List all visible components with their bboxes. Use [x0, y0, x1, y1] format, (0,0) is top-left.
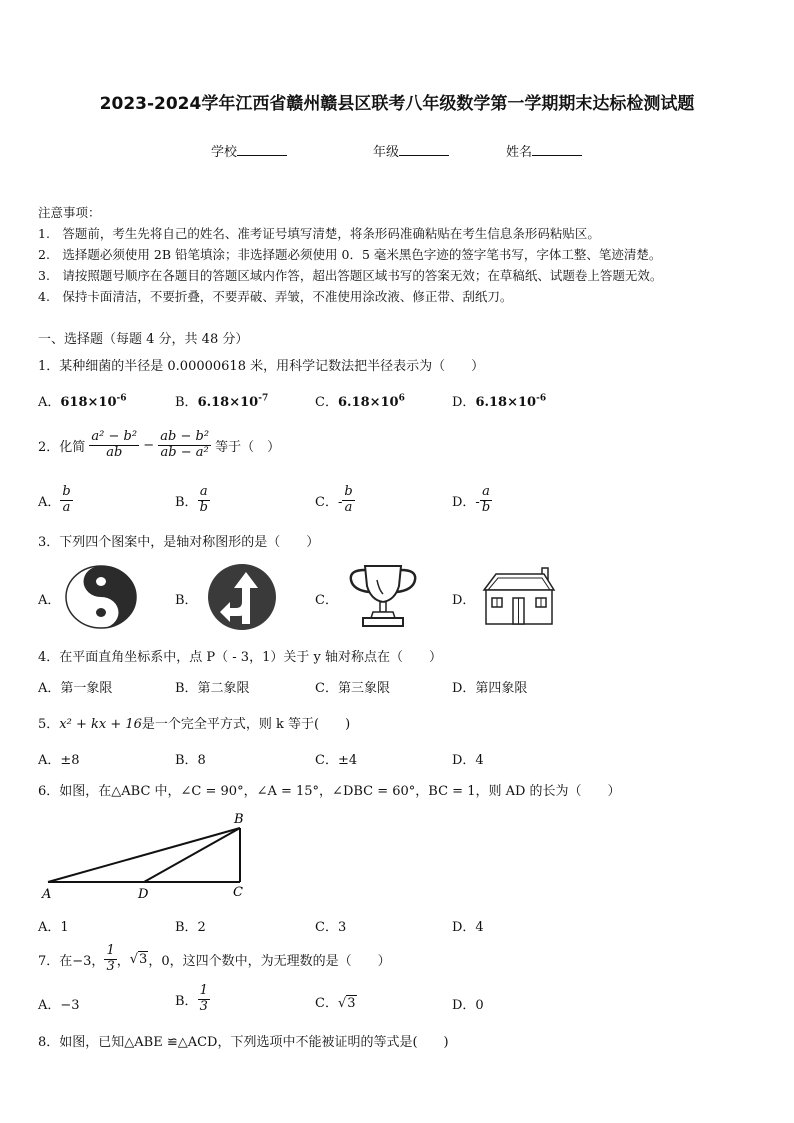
notice-heading: 注意事项：	[38, 205, 101, 220]
q7-option-d[interactable]: D．0	[452, 998, 484, 1013]
question-6-stem: 6．如图，在△ABC 中，∠C = 90°，∠A = 15°，∠DBC = 60°，BC = 1，则 AD 的长为（ ）	[38, 784, 621, 799]
q3-option-a[interactable]: A．	[38, 593, 61, 608]
q5-option-c[interactable]: C．±4	[315, 753, 358, 768]
q5-option-d[interactable]: D．4	[452, 753, 484, 768]
question-3-stem: 3．下列四个图案中，是轴对称图形的是（ ）	[38, 535, 320, 550]
q4-option-c[interactable]: C．第三象限	[315, 681, 390, 696]
q4-option-d[interactable]: D．第四象限	[452, 681, 528, 696]
question-7-stem: 7．在−3， $\frac{1}{3}$ ，√3，0，这四个数中，为无理数的是（ ）	[38, 943, 391, 974]
question-5-stem: 5．x² + kx + 16是一个完全平方式，则 k 等于( )	[38, 717, 351, 732]
school-label: 学校	[211, 145, 238, 160]
q3-option-d[interactable]: D．	[452, 593, 476, 608]
q2-option-a[interactable]: A． $\frac{b}{a}$	[38, 484, 71, 515]
q1-option-d[interactable]: D．$6.18\times 10^{-6}$	[452, 393, 547, 410]
name-label: 姓名	[506, 145, 533, 160]
q6-option-b[interactable]: B．2	[175, 920, 206, 935]
q1-option-a[interactable]: A．$618\times 10^{-6}$	[38, 393, 127, 410]
q1-option-b[interactable]: B．$6.18\times 10^{-7}$	[175, 393, 269, 410]
turn-arrow-sign-icon	[206, 562, 278, 632]
q6-option-c[interactable]: C．3	[315, 920, 347, 935]
q1-option-c[interactable]: C．$6.18\times 10^6$	[315, 393, 405, 410]
vertex-label-c: C	[233, 885, 243, 900]
school-field[interactable]	[211, 141, 287, 160]
q2-option-d[interactable]: D．- $\frac{a}{b}$	[452, 484, 491, 515]
question-4-stem: 4．在平面直角坐标系中，点 P（ - 3，1）关于 y 轴对称点在（ ）	[38, 650, 442, 665]
q2-fraction-2: $\frac{\text{ab − b²}}{\text{ab − a²}}$	[160, 429, 210, 460]
grade-label: 年级	[373, 145, 400, 160]
q7-option-b[interactable]: B． $\frac{1}{3}$	[175, 983, 208, 1014]
q2-fraction-1: $\frac{\text{a² − b²}}{ab}$	[91, 429, 138, 460]
notice-item-4: 4. 保持卡面清洁，不要折叠，不要弄破、弄皱，不准使用涂改液、修正带、刮纸刀。	[38, 289, 513, 304]
grade-field[interactable]	[373, 141, 449, 160]
question-8-stem: 8．如图，已知△ABE ≌△ACD，下列选项中不能被证明的等式是( )	[38, 1035, 449, 1050]
trophy-icon	[343, 562, 423, 628]
notice-item-1: 1. 答题前，考生先将自己的姓名、准考证号填写清楚，将条形码准确粘贴在考生信息条形码粘贴区。	[38, 226, 600, 241]
vertex-label-d: D	[138, 887, 149, 900]
grade-blank	[399, 143, 449, 156]
q7-option-c[interactable]: C．√3	[315, 996, 356, 1011]
q3-option-b[interactable]: B．	[175, 593, 198, 608]
name-blank	[532, 143, 582, 156]
q4-option-a[interactable]: A．第一象限	[38, 681, 113, 696]
house-icon	[482, 566, 556, 626]
question-2-stem: 2．化简 $\frac{\text{a² − b²}}{ab}$ − $\frac{\text{ab − b²}}{\text{ab − a²}}$ 等于（ ）	[38, 429, 281, 460]
q6-option-d[interactable]: D．4	[452, 920, 484, 935]
yin-yang-icon	[64, 564, 138, 630]
q7-option-a[interactable]: A．−3	[38, 998, 80, 1013]
q6-option-a[interactable]: A．1	[38, 920, 69, 935]
vertex-label-b: B	[234, 812, 244, 827]
q4-option-b[interactable]: B．第二象限	[175, 681, 250, 696]
q5-option-b[interactable]: B．8	[175, 753, 206, 768]
q5-option-a[interactable]: A．±8	[38, 753, 80, 768]
page-title: 2023-2024学年江西省赣州赣县区联考八年级数学第一学期期末达标检测试题	[99, 94, 695, 114]
notice-item-3: 3. 请按照题号顺序在各题目的答题区域内作答，超出答题区域书写的答案无效；在草稿纸、试题卷上答题无效。	[38, 268, 663, 283]
q2-option-c[interactable]: C．- $\frac{b}{a}$	[315, 484, 353, 515]
q3-option-c[interactable]: C．	[315, 593, 338, 608]
vertex-label-a: A	[42, 887, 52, 900]
triangle-abc-diagram	[38, 808, 258, 900]
notice-item-2: 2. 选择题必须使用 2B 铅笔填涂；非选择题必须使用 0．5 毫米黑色字迹的签字笔书写，字体工整、笔迹清楚。	[38, 247, 662, 262]
section-heading: 一、选择题（每题 4 分，共 48 分）	[38, 332, 249, 347]
question-1-stem: 1．某种细菌的半径是 0.00000618 米，用科学记数法把半径表示为（ ）	[38, 359, 485, 374]
q2-option-b[interactable]: B． $\frac{a}{b}$	[175, 484, 208, 515]
name-field[interactable]	[506, 141, 582, 160]
school-blank	[237, 143, 287, 156]
